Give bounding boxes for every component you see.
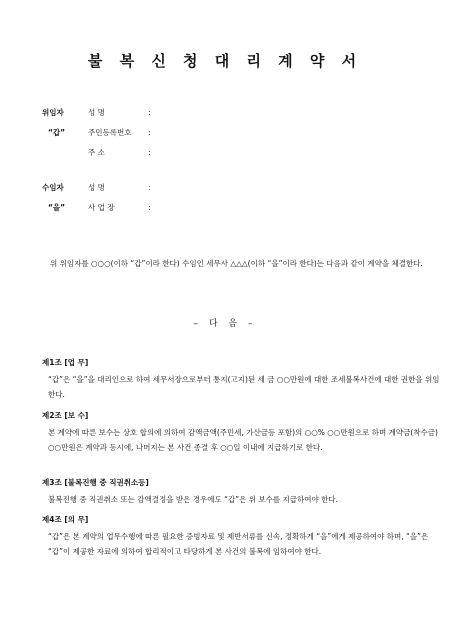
- intro-paragraph: 위 위임자를 ○○○(이하 “갑”이라 한다) 수임인 세무사 △△△(이하 “을”이라 한다)는 다음과 같이 계약을 체결한다.: [50, 259, 423, 268]
- article-1: [42, 355, 442, 402]
- mandatary-role-label: 수임자: [42, 183, 64, 192]
- colon: :: [148, 203, 151, 212]
- article-2: [42, 408, 442, 455]
- article-body: 본 계약에 따른 보수는 상호 합의에 의하여 감액금액(주민세, 가산금등 포함)의 ○○% ○○만원으로 하며 계약금(착수금) ○○만원은 계약과 동시에, 나머지는 본 사건 종결 후 ○○일 이내에 지급하기로 한다.: [48, 428, 438, 452]
- mandator-block: [42, 103, 158, 163]
- mandatary-party-label: “을”: [48, 203, 66, 212]
- mandator-id-label: 주민등록번호: [88, 128, 132, 137]
- article-title: 제2조 [보 수]: [42, 411, 89, 420]
- document-title: 불 복 신 청 대 리 계 약 서: [87, 52, 363, 70]
- mandatary-block: [42, 178, 158, 218]
- mandatary-office-label: 사 업 장: [88, 203, 115, 212]
- article-4: [42, 512, 442, 559]
- mandator-role-label: 위임자: [42, 108, 64, 117]
- article-title: 제1조 [업 무]: [42, 358, 89, 367]
- colon: :: [148, 108, 151, 117]
- colon: :: [148, 183, 151, 192]
- mandatary-name-label: 성 명: [88, 183, 105, 192]
- article-body: “갑”은 “을”을 대리인으로 하여 세무서장으로부터 통지(고지)된 세 금 ○○만원에 대한 조세불복사건에 대한 권한을 위임한다.: [48, 375, 440, 399]
- mandator-name-label: 성 명: [88, 108, 105, 117]
- mandator-party-label: “갑”: [48, 128, 66, 137]
- mandator-name-row: [42, 103, 158, 123]
- article-title: 제4조 [의 무]: [42, 515, 89, 524]
- article-title: 제3조 [불복진행 중 직권취소등]: [42, 478, 149, 487]
- colon: :: [148, 148, 151, 157]
- colon: :: [148, 128, 151, 137]
- article-body: “갑”은 본 계약의 업무수행에 따른 필요한 증빙자료 및 제반서류를 신속, 정확하게 “을”에게 제공하여야 하며, “을”은 “갑”이 제공한 자료에 의하여 합리적이고 타당하게 본 사건의 불복에 임하여야 한다.: [48, 532, 429, 556]
- mandator-address-label: 주 소: [88, 148, 105, 157]
- mandatary-office-row: [42, 198, 158, 218]
- mandator-id-row: [42, 123, 158, 143]
- article-3: [42, 475, 442, 507]
- article-body: 불복진행 중 직권취소 또는 감액결정을 받은 경우에도 “갑”은 위 보수를 지급하여야 한다.: [48, 495, 338, 504]
- section-heading: – 다 음 –: [193, 319, 257, 329]
- mandator-address-row: [42, 143, 158, 163]
- mandatary-name-row: [42, 178, 158, 198]
